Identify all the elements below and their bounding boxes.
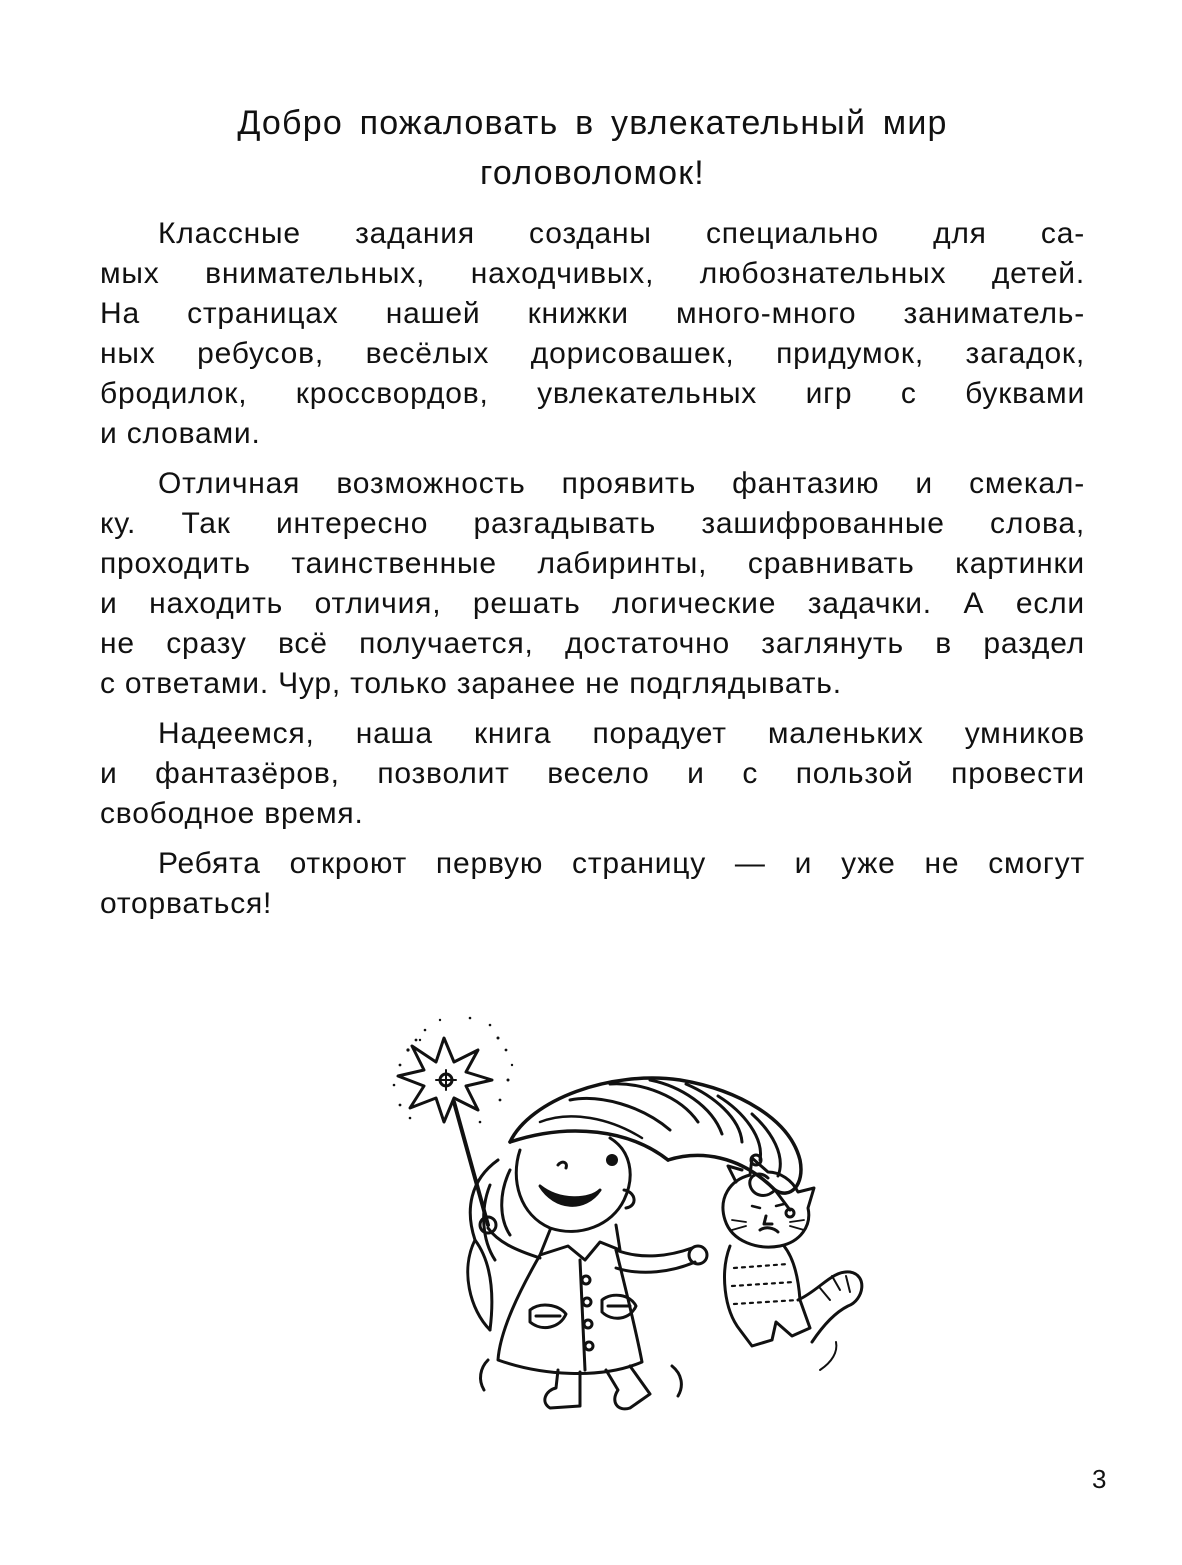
paragraph-4 [100,844,1085,924]
paragraph-line: Классные задания созданы специально для са- [158,217,1085,250]
paragraph-line: На страницах нашей книжки много-много заниматель- [100,297,1085,330]
paragraph-line: мых внимательных, находчивых, любознательных детей. [100,257,1085,290]
page-number: 3 [1092,1464,1107,1494]
page-title-line-1: Добро пожаловать в увлекательный мир [237,104,948,142]
paragraph-line: не сразу всё получается, достаточно заглянуть в раздел [100,627,1085,660]
paragraph-line: Отличная возможность проявить фантазию и смекал- [158,467,1085,500]
paragraph-1 [100,214,1085,454]
paragraph-2 [100,464,1085,704]
paragraph-line: с ответами. Чур, только заранее не подглядывать. [100,667,842,700]
page-title-line-2: головоломок! [480,154,705,192]
paragraph-line: ку. Так интересно разгадывать зашифрованные слова, [100,507,1085,540]
gnome-with-star-wand-and-cat-icon [380,1010,870,1440]
paragraph-3 [100,714,1085,834]
paragraph-line: ных ребусов, весёлых дорисовашек, придумок, загадок, [100,337,1085,370]
body-text [100,214,1085,934]
paragraph-line: и словами. [100,417,261,450]
paragraph-line: свободное время. [100,797,364,830]
paragraph-line: Надеемся, наша книга порадует маленьких умников [158,717,1085,750]
paragraph-line: и находить отличия, решать логические задачки. А если [100,587,1085,620]
paragraph-line: и фантазёров, позволит весело и с пользой провести [100,757,1085,790]
paragraph-line: проходить таинственные лабиринты, сравнивать картинки [100,547,1085,580]
paragraph-line: бродилок, кроссвордов, увлекательных игр с буквами [100,377,1085,410]
page-title [100,98,1085,198]
paragraph-line: оторваться! [100,887,273,920]
paragraph-line: Ребята откроют первую страницу — и уже не смогут [158,847,1085,880]
